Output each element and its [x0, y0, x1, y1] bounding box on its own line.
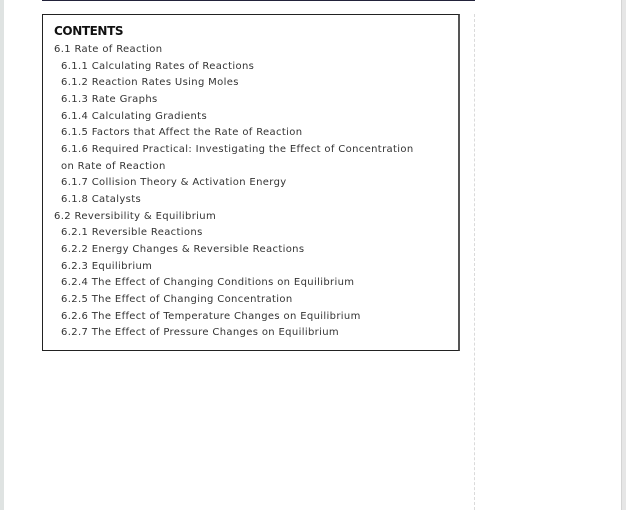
- scrollbar-track[interactable]: [621, 0, 626, 510]
- toc-item-6-1-7[interactable]: 6.1.7 Collision Theory & Activation Energy: [61, 177, 287, 189]
- table-of-contents: [42, 14, 460, 351]
- toc-item-6-2-2[interactable]: 6.2.2 Energy Changes & Reversible Reactions: [61, 243, 305, 255]
- toc-item-6-1-6[interactable]: 6.1.6 Required Practical: Investigating the Effect of Concentration on Rate of Reaction: [61, 143, 414, 172]
- toc-item-6-2-3[interactable]: 6.2.3 Equilibrium: [61, 260, 153, 272]
- toc-item-6-1-8[interactable]: 6.1.8 Catalysts: [61, 193, 142, 205]
- toc-section-6-1[interactable]: 6.1 Rate of Reaction: [54, 44, 163, 55]
- toc-item-6-1-4[interactable]: 6.1.4 Calculating Gradients: [61, 110, 208, 122]
- toc-item-6-2-7[interactable]: 6.2.7 The Effect of Pressure Changes on Equilibrium: [61, 327, 340, 339]
- toc-item-6-2-5[interactable]: 6.2.5 The Effect of Changing Concentration: [61, 293, 293, 305]
- toc-item-6-2-4[interactable]: 6.2.4 The Effect of Changing Conditions on Equilibrium: [61, 277, 355, 289]
- column-guide-line: [474, 14, 475, 510]
- left-page-edge: [0, 0, 4, 510]
- toc-item-6-2-1[interactable]: 6.2.1 Reversible Reactions: [61, 227, 203, 239]
- toc-item-6-1-1[interactable]: 6.1.1 Calculating Rates of Reactions: [61, 60, 255, 72]
- toc-item-6-2-6[interactable]: 6.2.6 The Effect of Temperature Changes on Equilibrium: [61, 310, 361, 322]
- toc-section-6-2[interactable]: 6.2 Reversibility & Equilibrium: [54, 210, 217, 222]
- contents-list: [43, 42, 458, 342]
- toc-item-6-1-2[interactable]: 6.1.2 Reaction Rates Using Moles: [61, 77, 239, 89]
- toc-item-6-1-5[interactable]: 6.1.5 Factors that Affect the Rate of Reaction: [61, 127, 303, 139]
- header-rule: [42, 0, 475, 1]
- toc-item-6-1-3[interactable]: 6.1.3 Rate Graphs: [61, 93, 158, 105]
- contents-heading: CONTENTS: [54, 24, 124, 38]
